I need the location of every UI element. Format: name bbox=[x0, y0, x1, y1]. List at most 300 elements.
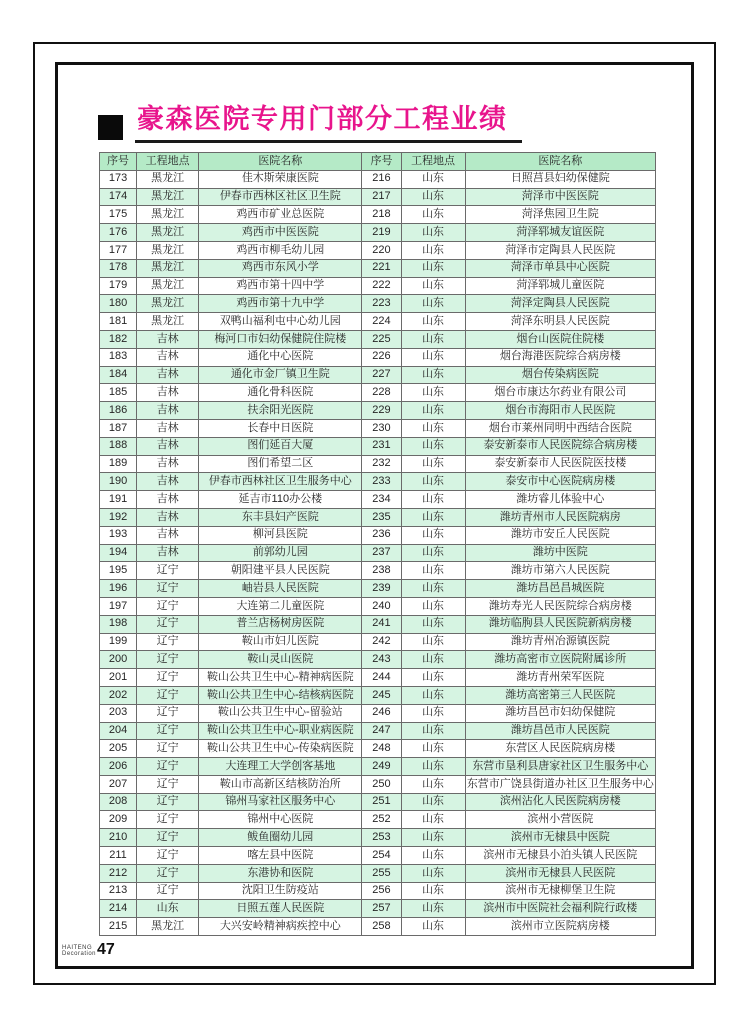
serial-cell: 183 bbox=[100, 348, 137, 366]
serial-cell: 215 bbox=[100, 918, 137, 936]
table-row bbox=[100, 740, 656, 758]
location-cell: 辽宁 bbox=[137, 758, 199, 776]
hospital-cell: 菏泽市定陶县人民医院 bbox=[465, 241, 655, 259]
location-cell: 山东 bbox=[401, 847, 465, 865]
serial-cell: 206 bbox=[100, 758, 137, 776]
table-row bbox=[100, 437, 656, 455]
hospital-cell: 锦州马家社区服务中心 bbox=[199, 793, 362, 811]
serial-cell: 242 bbox=[362, 633, 401, 651]
location-cell: 山东 bbox=[401, 722, 465, 740]
serial-cell: 235 bbox=[362, 508, 401, 526]
hospital-cell: 潍坊临朐县人民医院新病房楼 bbox=[465, 615, 655, 633]
serial-cell: 173 bbox=[100, 170, 137, 188]
serial-cell: 219 bbox=[362, 224, 401, 242]
hospital-cell: 大兴安岭精神病疾控中心 bbox=[199, 918, 362, 936]
hospital-cell: 潍坊青州市人民医院病房 bbox=[465, 508, 655, 526]
serial-cell: 188 bbox=[100, 437, 137, 455]
serial-cell: 226 bbox=[362, 348, 401, 366]
location-cell: 山东 bbox=[401, 669, 465, 687]
location-cell: 辽宁 bbox=[137, 704, 199, 722]
hospital-cell: 鞍山公共卫生中心-职业病医院 bbox=[199, 722, 362, 740]
location-cell: 山东 bbox=[401, 348, 465, 366]
location-cell: 山东 bbox=[401, 473, 465, 491]
table-row bbox=[100, 615, 656, 633]
hospital-cell: 梅河口市妇幼保健院住院楼 bbox=[199, 330, 362, 348]
table-row bbox=[100, 686, 656, 704]
serial-cell: 177 bbox=[100, 241, 137, 259]
location-cell: 山东 bbox=[401, 188, 465, 206]
hospital-cell: 图们希望二区 bbox=[199, 455, 362, 473]
location-cell: 吉林 bbox=[137, 330, 199, 348]
hospital-cell: 鞍山公共卫生中心-结核病医院 bbox=[199, 686, 362, 704]
serial-cell: 178 bbox=[100, 259, 137, 277]
hospital-cell: 菏泽市单县中心医院 bbox=[465, 259, 655, 277]
hospital-cell: 朝阳建平县人民医院 bbox=[199, 562, 362, 580]
location-cell: 辽宁 bbox=[137, 562, 199, 580]
location-cell: 辽宁 bbox=[137, 793, 199, 811]
hospital-cell: 长春中日医院 bbox=[199, 419, 362, 437]
hospital-header: 医院名称 bbox=[465, 153, 655, 171]
serial-cell: 209 bbox=[100, 811, 137, 829]
hospital-cell: 鸡西市柳毛幼儿园 bbox=[199, 241, 362, 259]
serial-cell: 258 bbox=[362, 918, 401, 936]
location-cell: 黑龙江 bbox=[137, 313, 199, 331]
table-row bbox=[100, 918, 656, 936]
hospital-cell: 滨州市无棣县中医院 bbox=[465, 829, 655, 847]
location-header: 工程地点 bbox=[401, 153, 465, 171]
serial-cell: 181 bbox=[100, 313, 137, 331]
serial-cell: 175 bbox=[100, 206, 137, 224]
serial-cell: 212 bbox=[100, 864, 137, 882]
serial-cell: 185 bbox=[100, 384, 137, 402]
hospital-cell: 佳木斯荣康医院 bbox=[199, 170, 362, 188]
serial-cell: 192 bbox=[100, 508, 137, 526]
hospital-cell: 伊春市西林区社区卫生院 bbox=[199, 188, 362, 206]
hospital-cell: 柳河县医院 bbox=[199, 526, 362, 544]
table-row bbox=[100, 402, 656, 420]
table-body bbox=[100, 170, 656, 935]
hospital-cell: 东营区人民医院病房楼 bbox=[465, 740, 655, 758]
hospital-cell: 喀左县中医院 bbox=[199, 847, 362, 865]
location-cell: 黑龙江 bbox=[137, 170, 199, 188]
brand-line1: HAITENG bbox=[62, 945, 93, 951]
hospital-cell: 日照五莲人民医院 bbox=[199, 900, 362, 918]
hospital-header: 医院名称 bbox=[199, 153, 362, 171]
table-row bbox=[100, 206, 656, 224]
serial-cell: 247 bbox=[362, 722, 401, 740]
hospital-cell: 东港协和医院 bbox=[199, 864, 362, 882]
hospital-cell: 泰安新泰市人民医院综合病房楼 bbox=[465, 437, 655, 455]
hospital-cell: 菏泽定陶县人民医院 bbox=[465, 295, 655, 313]
location-cell: 黑龙江 bbox=[137, 224, 199, 242]
serial-cell: 179 bbox=[100, 277, 137, 295]
location-cell: 辽宁 bbox=[137, 722, 199, 740]
hospital-cell: 潍坊睿儿体验中心 bbox=[465, 491, 655, 509]
serial-cell: 239 bbox=[362, 580, 401, 598]
serial-cell: 238 bbox=[362, 562, 401, 580]
serial-cell: 205 bbox=[100, 740, 137, 758]
location-cell: 吉林 bbox=[137, 491, 199, 509]
table-header bbox=[100, 153, 656, 171]
hospital-cell: 鞍山公共卫生中心-传染病医院 bbox=[199, 740, 362, 758]
serial-cell: 210 bbox=[100, 829, 137, 847]
hospital-cell: 菏泽市中医医院 bbox=[465, 188, 655, 206]
hospital-cell: 滨州市无棣县人民医院 bbox=[465, 864, 655, 882]
hospital-cell: 伊春市西林社区卫生服务中心 bbox=[199, 473, 362, 491]
hospital-cell: 滨州市无棣县小泊头镇人民医院 bbox=[465, 847, 655, 865]
table-row bbox=[100, 704, 656, 722]
location-cell: 辽宁 bbox=[137, 847, 199, 865]
title-bullet-square-icon bbox=[98, 115, 123, 140]
hospital-cell: 烟台市海阳市人民医院 bbox=[465, 402, 655, 420]
table-row bbox=[100, 419, 656, 437]
location-cell: 吉林 bbox=[137, 455, 199, 473]
location-cell: 山东 bbox=[401, 882, 465, 900]
serial-cell: 229 bbox=[362, 402, 401, 420]
table-row bbox=[100, 330, 656, 348]
hospital-cell: 烟台传染病医院 bbox=[465, 366, 655, 384]
serial-cell: 180 bbox=[100, 295, 137, 313]
title-block bbox=[98, 105, 522, 143]
serial-cell: 246 bbox=[362, 704, 401, 722]
location-cell: 黑龙江 bbox=[137, 295, 199, 313]
serial-cell: 252 bbox=[362, 811, 401, 829]
hospital-cell: 东营市垦利县唐家社区卫生服务中心 bbox=[465, 758, 655, 776]
table-row bbox=[100, 793, 656, 811]
table-row bbox=[100, 295, 656, 313]
serial-cell: 236 bbox=[362, 526, 401, 544]
hospital-cell: 鸡西市中医医院 bbox=[199, 224, 362, 242]
location-cell: 吉林 bbox=[137, 384, 199, 402]
location-cell: 山东 bbox=[401, 206, 465, 224]
location-cell: 山东 bbox=[401, 864, 465, 882]
serial-cell: 191 bbox=[100, 491, 137, 509]
hospital-cell: 通化骨科医院 bbox=[199, 384, 362, 402]
serial-cell: 231 bbox=[362, 437, 401, 455]
location-cell: 山东 bbox=[401, 918, 465, 936]
location-cell: 山东 bbox=[401, 313, 465, 331]
serial-cell: 230 bbox=[362, 419, 401, 437]
table-row bbox=[100, 882, 656, 900]
inner-page-border bbox=[55, 62, 694, 969]
location-cell: 山东 bbox=[401, 259, 465, 277]
serial-cell: 199 bbox=[100, 633, 137, 651]
location-cell: 山东 bbox=[401, 758, 465, 776]
hospital-cell: 滨州沾化人民医院病房楼 bbox=[465, 793, 655, 811]
table-row bbox=[100, 508, 656, 526]
location-cell: 吉林 bbox=[137, 419, 199, 437]
table-row bbox=[100, 224, 656, 242]
hospital-cell: 潍坊高密第三人民医院 bbox=[465, 686, 655, 704]
location-cell: 山东 bbox=[401, 366, 465, 384]
hospital-cell: 潍坊昌邑昌城医院 bbox=[465, 580, 655, 598]
location-cell: 辽宁 bbox=[137, 633, 199, 651]
serial-cell: 186 bbox=[100, 402, 137, 420]
header-row bbox=[100, 153, 656, 171]
serial-cell: 194 bbox=[100, 544, 137, 562]
hospital-cell: 菏泽焦园卫生院 bbox=[465, 206, 655, 224]
location-cell: 山东 bbox=[401, 330, 465, 348]
serial-cell: 253 bbox=[362, 829, 401, 847]
table-row bbox=[100, 900, 656, 918]
hospital-cell: 扶余阳光医院 bbox=[199, 402, 362, 420]
table-row bbox=[100, 669, 656, 687]
hospital-cell: 潍坊昌邑市人民医院 bbox=[465, 722, 655, 740]
location-cell: 吉林 bbox=[137, 348, 199, 366]
location-cell: 辽宁 bbox=[137, 882, 199, 900]
serial-cell: 218 bbox=[362, 206, 401, 224]
location-cell: 吉林 bbox=[137, 366, 199, 384]
table-row bbox=[100, 491, 656, 509]
serial-cell: 197 bbox=[100, 597, 137, 615]
hospital-cell: 鸡西市矿业总医院 bbox=[199, 206, 362, 224]
serial-cell: 208 bbox=[100, 793, 137, 811]
location-cell: 山东 bbox=[401, 526, 465, 544]
serial-cell: 176 bbox=[100, 224, 137, 242]
serial-cell: 254 bbox=[362, 847, 401, 865]
serial-cell: 225 bbox=[362, 330, 401, 348]
location-cell: 辽宁 bbox=[137, 775, 199, 793]
serial-cell: 243 bbox=[362, 651, 401, 669]
hospital-cell: 鸡西市东风小学 bbox=[199, 259, 362, 277]
hospital-cell: 日照莒县妇幼保健院 bbox=[465, 170, 655, 188]
location-cell: 山东 bbox=[401, 793, 465, 811]
serial-cell: 190 bbox=[100, 473, 137, 491]
serial-cell: 174 bbox=[100, 188, 137, 206]
table-row bbox=[100, 775, 656, 793]
table-row bbox=[100, 259, 656, 277]
serial-cell: 201 bbox=[100, 669, 137, 687]
serial-cell: 184 bbox=[100, 366, 137, 384]
table-row bbox=[100, 366, 656, 384]
location-cell: 辽宁 bbox=[137, 615, 199, 633]
table-row bbox=[100, 277, 656, 295]
hospital-cell: 菏泽郓城儿童医院 bbox=[465, 277, 655, 295]
hospital-cell: 潍坊青州冶源镇医院 bbox=[465, 633, 655, 651]
location-cell: 辽宁 bbox=[137, 811, 199, 829]
hospital-cell: 延吉市110办公楼 bbox=[199, 491, 362, 509]
location-cell: 山东 bbox=[401, 295, 465, 313]
hospital-cell: 潍坊昌邑市妇幼保健院 bbox=[465, 704, 655, 722]
hospital-cell: 岫岩县人民医院 bbox=[199, 580, 362, 598]
location-cell: 山东 bbox=[401, 402, 465, 420]
page-title: 豪森医院专用门部分工程业绩 bbox=[135, 105, 522, 143]
table-row bbox=[100, 313, 656, 331]
hospital-cell: 鞍山市妇儿医院 bbox=[199, 633, 362, 651]
table-row bbox=[100, 597, 656, 615]
location-cell: 山东 bbox=[401, 544, 465, 562]
table-row bbox=[100, 348, 656, 366]
hospital-cell: 鸡西市第十四中学 bbox=[199, 277, 362, 295]
location-cell: 吉林 bbox=[137, 473, 199, 491]
serial-cell: 189 bbox=[100, 455, 137, 473]
location-header: 工程地点 bbox=[137, 153, 199, 171]
location-cell: 山东 bbox=[401, 384, 465, 402]
serial-cell: 237 bbox=[362, 544, 401, 562]
page-footer bbox=[62, 943, 115, 957]
hospital-cell: 泰安市中心医院病房楼 bbox=[465, 473, 655, 491]
location-cell: 山东 bbox=[401, 633, 465, 651]
hospital-cell: 滨州小营医院 bbox=[465, 811, 655, 829]
serial-cell: 256 bbox=[362, 882, 401, 900]
location-cell: 辽宁 bbox=[137, 580, 199, 598]
hospital-cell: 鞍山公共卫生中心-留验站 bbox=[199, 704, 362, 722]
serial-cell: 224 bbox=[362, 313, 401, 331]
table-row bbox=[100, 170, 656, 188]
table-row bbox=[100, 722, 656, 740]
serial-cell: 198 bbox=[100, 615, 137, 633]
hospital-cell: 大连理工大学创客基地 bbox=[199, 758, 362, 776]
serial-cell: 202 bbox=[100, 686, 137, 704]
hospital-cell: 东营市广饶县街道办社区卫生服务中心 bbox=[465, 775, 655, 793]
hospital-cell: 烟台市莱州同明中西结合医院 bbox=[465, 419, 655, 437]
serial-cell: 244 bbox=[362, 669, 401, 687]
serial-cell: 232 bbox=[362, 455, 401, 473]
hospital-cell: 菏泽郓城友谊医院 bbox=[465, 224, 655, 242]
location-cell: 辽宁 bbox=[137, 740, 199, 758]
location-cell: 吉林 bbox=[137, 508, 199, 526]
table-row bbox=[100, 651, 656, 669]
table-row bbox=[100, 526, 656, 544]
hospital-cell: 双鸭山福利屯中心幼儿园 bbox=[199, 313, 362, 331]
table-row bbox=[100, 864, 656, 882]
serial-cell: 216 bbox=[362, 170, 401, 188]
serial-cell: 245 bbox=[362, 686, 401, 704]
hospital-cell: 泰安新泰市人民医院医技楼 bbox=[465, 455, 655, 473]
location-cell: 山东 bbox=[401, 597, 465, 615]
table-row bbox=[100, 829, 656, 847]
serial-cell: 257 bbox=[362, 900, 401, 918]
location-cell: 山东 bbox=[401, 686, 465, 704]
brand-line2: Decoration bbox=[62, 951, 97, 957]
hospital-cell: 鸡西市第十九中学 bbox=[199, 295, 362, 313]
serial-cell: 227 bbox=[362, 366, 401, 384]
table-row bbox=[100, 455, 656, 473]
location-cell: 山东 bbox=[401, 562, 465, 580]
hospital-cell: 图们延百大厦 bbox=[199, 437, 362, 455]
serial-cell: 193 bbox=[100, 526, 137, 544]
hospital-cell: 东丰县妇产医院 bbox=[199, 508, 362, 526]
table-row bbox=[100, 580, 656, 598]
serial-cell: 182 bbox=[100, 330, 137, 348]
location-cell: 山东 bbox=[401, 170, 465, 188]
location-cell: 辽宁 bbox=[137, 651, 199, 669]
table-row bbox=[100, 473, 656, 491]
hospital-cell: 潍坊市安丘人民医院 bbox=[465, 526, 655, 544]
location-cell: 山东 bbox=[401, 900, 465, 918]
location-cell: 辽宁 bbox=[137, 669, 199, 687]
location-cell: 黑龙江 bbox=[137, 188, 199, 206]
outer-page-border bbox=[33, 42, 716, 985]
table-row bbox=[100, 562, 656, 580]
hospital-cell: 前郭幼儿园 bbox=[199, 544, 362, 562]
serial-cell: 203 bbox=[100, 704, 137, 722]
location-cell: 山东 bbox=[137, 900, 199, 918]
hospital-cell: 潍坊寿光人民医院综合病房楼 bbox=[465, 597, 655, 615]
hospital-cell: 潍坊青州荣军医院 bbox=[465, 669, 655, 687]
location-cell: 黑龙江 bbox=[137, 206, 199, 224]
serial-cell: 217 bbox=[362, 188, 401, 206]
location-cell: 山东 bbox=[401, 241, 465, 259]
table-row bbox=[100, 384, 656, 402]
location-cell: 山东 bbox=[401, 651, 465, 669]
brand-mark bbox=[62, 945, 96, 957]
location-cell: 黑龙江 bbox=[137, 277, 199, 295]
hospital-cell: 烟台海港医院综合病房楼 bbox=[465, 348, 655, 366]
hospital-cell: 烟台山医院住院楼 bbox=[465, 330, 655, 348]
location-cell: 山东 bbox=[401, 740, 465, 758]
location-cell: 山东 bbox=[401, 775, 465, 793]
location-cell: 山东 bbox=[401, 455, 465, 473]
location-cell: 辽宁 bbox=[137, 597, 199, 615]
hospital-cell: 鞍山市高新区结核防治所 bbox=[199, 775, 362, 793]
serial-cell: 195 bbox=[100, 562, 137, 580]
serial-cell: 255 bbox=[362, 864, 401, 882]
serial-cell: 234 bbox=[362, 491, 401, 509]
serial-cell: 250 bbox=[362, 775, 401, 793]
hospital-cell: 沈阳卫生防疫站 bbox=[199, 882, 362, 900]
table-row bbox=[100, 847, 656, 865]
table-row bbox=[100, 758, 656, 776]
serial-cell: 220 bbox=[362, 241, 401, 259]
hospital-cell: 锦州中心医院 bbox=[199, 811, 362, 829]
serial-cell: 221 bbox=[362, 259, 401, 277]
serial-cell: 248 bbox=[362, 740, 401, 758]
location-cell: 黑龙江 bbox=[137, 918, 199, 936]
serial-cell: 233 bbox=[362, 473, 401, 491]
location-cell: 吉林 bbox=[137, 437, 199, 455]
hospital-cell: 普兰店杨树房医院 bbox=[199, 615, 362, 633]
hospital-cell: 潍坊市第六人民医院 bbox=[465, 562, 655, 580]
table-row bbox=[100, 633, 656, 651]
location-cell: 辽宁 bbox=[137, 829, 199, 847]
page-number: 47 bbox=[97, 941, 115, 958]
hospital-cell: 鞍山公共卫生中心-精神病医院 bbox=[199, 669, 362, 687]
serial-cell: 223 bbox=[362, 295, 401, 313]
table-row bbox=[100, 241, 656, 259]
location-cell: 吉林 bbox=[137, 544, 199, 562]
location-cell: 山东 bbox=[401, 224, 465, 242]
serial-cell: 200 bbox=[100, 651, 137, 669]
location-cell: 山东 bbox=[401, 277, 465, 295]
hospital-cell: 烟台市康达尔药业有限公司 bbox=[465, 384, 655, 402]
location-cell: 山东 bbox=[401, 491, 465, 509]
serial-cell: 207 bbox=[100, 775, 137, 793]
hospital-cell: 滨州市立医院病房楼 bbox=[465, 918, 655, 936]
table-row bbox=[100, 811, 656, 829]
hospital-cell: 潍坊高密市立医院附属诊所 bbox=[465, 651, 655, 669]
location-cell: 山东 bbox=[401, 704, 465, 722]
project-achievements-table bbox=[99, 152, 656, 936]
serial-cell: 222 bbox=[362, 277, 401, 295]
location-cell: 山东 bbox=[401, 615, 465, 633]
hospital-cell: 通化中心医院 bbox=[199, 348, 362, 366]
location-cell: 山东 bbox=[401, 508, 465, 526]
location-cell: 辽宁 bbox=[137, 864, 199, 882]
hospital-cell: 潍坊中医院 bbox=[465, 544, 655, 562]
table-row bbox=[100, 188, 656, 206]
serial-cell: 196 bbox=[100, 580, 137, 598]
serial-header: 序号 bbox=[362, 153, 401, 171]
location-cell: 山东 bbox=[401, 811, 465, 829]
serial-header: 序号 bbox=[100, 153, 137, 171]
serial-cell: 204 bbox=[100, 722, 137, 740]
hospital-cell: 滨州市中医院社会福利院行政楼 bbox=[465, 900, 655, 918]
serial-cell: 241 bbox=[362, 615, 401, 633]
location-cell: 山东 bbox=[401, 580, 465, 598]
location-cell: 山东 bbox=[401, 419, 465, 437]
serial-cell: 240 bbox=[362, 597, 401, 615]
